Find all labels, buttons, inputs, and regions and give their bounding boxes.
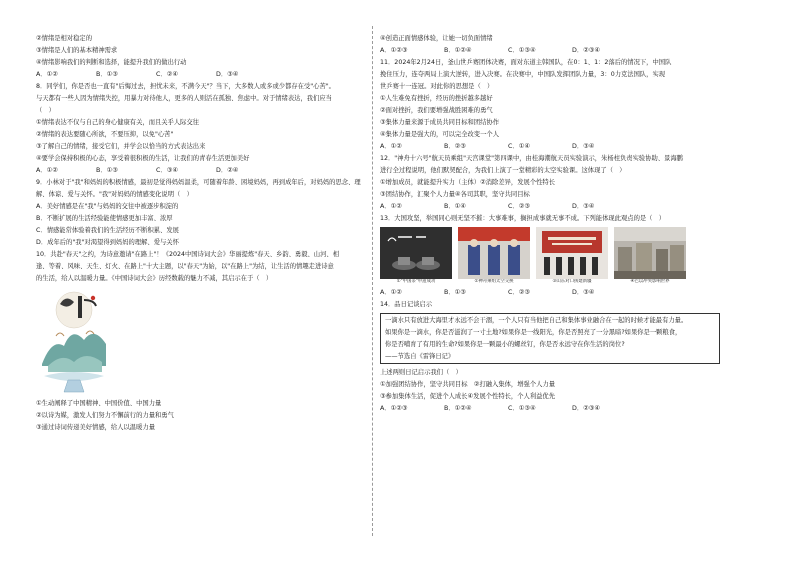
question-8-stem: 8．同学们，你是否也一直有"后悔过去，担忧未来，不满今天"？当下，大多数人或多或少都存在受"心苦"。 xyxy=(36,83,335,90)
option-line: ③参加集体生活，促进个人成长④发展个性特长，个人利益优先 xyxy=(380,393,556,400)
answer-choice: D．③④ xyxy=(572,143,595,150)
option-line: D．成年后的"我"对渴望得到妈妈的理解、爱与关怀 xyxy=(36,239,179,246)
answer-options xyxy=(380,46,718,55)
column-divider xyxy=(372,26,373,536)
option-line: ③团结协作，汇聚个人力量④各司其职，坚守共同目标 xyxy=(380,191,530,198)
answer-choice: D．②③④ xyxy=(572,405,601,412)
left-column xyxy=(36,34,366,432)
question-12-stem: 进行全过程说明，他们默契配合，为我们上演了一堂精彩的太空实验课。这体现了（ ） xyxy=(380,167,626,174)
option-line: ②情绪是相对稳定的 xyxy=(36,35,93,42)
poetry-conference-illustration xyxy=(38,286,110,396)
question-10-stem: 的生活，给人以温暖力量。《中国诗词大会》历经数载的魅力不减，其启示在于（ ） xyxy=(36,275,273,282)
photo-caption: ①"中国茶"申遗成功 xyxy=(396,279,436,284)
answer-choice: C．②③ xyxy=(508,289,530,296)
question-9-stem: 解、体谅、爱与关怀。"我"对妈妈的情感变化说明（ ） xyxy=(36,191,193,198)
answer-choice: B．①③ xyxy=(96,167,118,174)
question-11-stem: 11．2024年2月24日，釜山世乒赛团体决赛，面对东道主韩国队，在0：1、1：2落后的情况下，中国队 xyxy=(380,59,672,66)
option-line: ①加强团结协作，坚守共同目标 ②打融入集体，增强个人力量 xyxy=(380,381,556,388)
answer-choice: A．①② xyxy=(36,71,58,78)
option-line: ④创造正面情感体验，让她一切负面情绪 xyxy=(380,35,493,42)
answer-choice: C．①④ xyxy=(508,143,530,150)
photo-item xyxy=(380,227,452,285)
option-line: A．美好情感是在"我"与妈妈的交往中被逐步积淀的 xyxy=(36,203,179,210)
photo-item xyxy=(458,227,530,285)
answer-choice: C．①③④ xyxy=(508,47,536,54)
diary-quote-box xyxy=(380,313,720,364)
tea-photo xyxy=(380,227,452,279)
question-9-stem: 9．小林对于"我"和妈妈的积极情感，最初是觉得妈妈温柔，可随着年龄、困境妈妈，再到成年后，对妈妈的思念、理 xyxy=(36,179,361,186)
question-11-stem: 世乒赛十一连冠。对此你的思想是（ ） xyxy=(380,83,494,90)
answer-options xyxy=(380,288,718,297)
question-13-stem: 13．大国攻坚，举国同心则无坚不摧：大事难事，搁担成事就无事不成。下列能体现此观点的是（ ） xyxy=(380,215,666,222)
answer-choice: C．②④ xyxy=(156,71,178,78)
answer-choice: D．②④ xyxy=(216,167,239,174)
option-line: ③情绪是人们的基本精神需求 xyxy=(36,47,118,54)
answer-choice: D．③④ xyxy=(216,71,239,78)
answer-choice: A．①② xyxy=(380,203,402,210)
answer-choice: C．①③④ xyxy=(508,405,536,412)
answer-choice: B．①④ xyxy=(444,203,466,210)
option-line: ①情绪表达不仅与自己的身心健康有关，而且关乎人际交往 xyxy=(36,119,200,126)
quote-line: 如果你是一滴水，你是否滋润了一寸土地?如果你是一线阳光，你是否照亮了一分黑暗?如果你是一颗粮食， xyxy=(385,329,682,336)
photo-item xyxy=(614,227,686,285)
answer-choice: C．③④ xyxy=(156,167,178,174)
answer-options xyxy=(36,70,366,79)
photo-caption: ③山东对口援建新疆 xyxy=(552,279,592,284)
option-line: B．不断扩展的生活经验能使情感更加丰富、浓厚 xyxy=(36,215,173,222)
option-line: ③集体力量来源于成员共同目标和团结协作 xyxy=(380,119,499,126)
option-line: C．情感能常体验着我们的生活经历不断积累、发展 xyxy=(36,227,179,234)
astronaut-photo xyxy=(458,227,530,279)
answer-choice: B．①②④ xyxy=(444,47,472,54)
option-line: ④要学会保持积极的心态，享受着很积极的生活，让我们的青春生活更加美好 xyxy=(36,155,250,162)
option-line: ①增加成员，就能提升实力（主体）②消除差异，发展个性特长 xyxy=(380,179,556,186)
photo-caption: ④巴以冲突影响世界 xyxy=(630,279,670,284)
quote-line: 一滴水只有放进大海里才永远不会干涸，一个人只有当他把自己和集体事业融合在一起的时候才能最有力量。 xyxy=(385,317,688,324)
ink-landscape-graphic xyxy=(38,286,110,396)
option-line: ①生动阐释了中国精神、中国价值、中国力量 xyxy=(36,400,162,407)
photo-row xyxy=(380,227,718,285)
option-line: ①人生难免有挫折，经历的挫折越多越好 xyxy=(380,95,493,102)
answer-choice: A．①②③ xyxy=(380,47,408,54)
option-line: ④情绪影响我们的判断和选择，能提升我们的做出行动 xyxy=(36,59,187,66)
question-10-stem: 10．共赴"春天"之约，为诗意邀请"在路上"！《2024中国诗词大会》华丽提炼"春天、乡韵、勇毅、山河、相 xyxy=(36,251,339,258)
answer-choice: B．①③ xyxy=(444,289,466,296)
question-11-stem: 挽住压力，连夺两局上演大逆转，进入决赛。在决赛中，中国队发挥团队力量，3：0力克法国队，实现 xyxy=(380,71,666,78)
option-line: ③了解自己的情绪，接受它们，并学会以恰当的方式表达出来 xyxy=(36,143,206,150)
answer-choice: D．②③④ xyxy=(572,47,601,54)
option-line: ②以诗为媒，激发人们努力不懈前行的力量和勇气 xyxy=(36,412,174,419)
answer-choice: A．①② xyxy=(380,289,402,296)
option-line: ②情绪的表达要随心所欲，不要压抑，以免"心苦" xyxy=(36,131,174,138)
answer-options xyxy=(380,404,718,413)
question-8-stem: 与天都有一些人因为情绪失控，用暴力对待他人，更多的人则活在孤独、焦虑中。对于情绪表达，我们应当 xyxy=(36,95,332,102)
question-14-stem: 上述两则日记启示我们（ ） xyxy=(380,369,462,376)
photo-caption: ②神舟乘组太空交换 xyxy=(474,279,514,284)
question-12-stem: 12．"神舟十六号"航天员乘组"天宫课堂"第四课中，由桂海潮航天员实验演示，朱杨柱负责实验协助、景海鹏 xyxy=(380,155,683,162)
ceremony-photo xyxy=(536,227,608,279)
right-column xyxy=(380,34,718,413)
answer-choice: B．②③ xyxy=(444,143,466,150)
answer-choice: D．③④ xyxy=(572,289,595,296)
answer-options xyxy=(380,202,718,211)
answer-choice: A．①②③ xyxy=(380,405,408,412)
option-line: ③通过诗词传递美好情感，给人以温暖力量 xyxy=(36,424,155,431)
answer-choice: A．①② xyxy=(36,167,58,174)
option-line: ②面对挫折，我们要增强战胜困难的勇气 xyxy=(380,107,493,114)
answer-choice: C．②③ xyxy=(508,203,530,210)
photo-item xyxy=(536,227,608,285)
quote-line: 你是否哺育了有用的生命?如果你是一颗最小的螺丝钉，你是否永远守在你生活的岗位? xyxy=(385,341,625,348)
answer-choice: B．①②④ xyxy=(444,405,472,412)
answer-choice: D．③④ xyxy=(572,203,595,210)
question-10-stem: 逢、等着、风味、天生、灯火、在路上"十大主题，以"春天"为始，以"在路上"为结，让生活的情趣走进诗意 xyxy=(36,263,334,270)
answer-options xyxy=(36,166,366,175)
answer-choice: B．①③ xyxy=(96,71,118,78)
question-14-title: 14．品日记谈启示 xyxy=(380,301,433,308)
answer-choice: A．①② xyxy=(380,143,402,150)
conflict-photo xyxy=(614,227,686,279)
quote-source: ——节选自《雷锋日记》 xyxy=(385,353,455,360)
option-line: ④集体力量是强大的，可以完全改变一个人 xyxy=(380,131,499,138)
question-8-stem: （ ） xyxy=(36,107,55,114)
answer-options xyxy=(380,142,718,151)
